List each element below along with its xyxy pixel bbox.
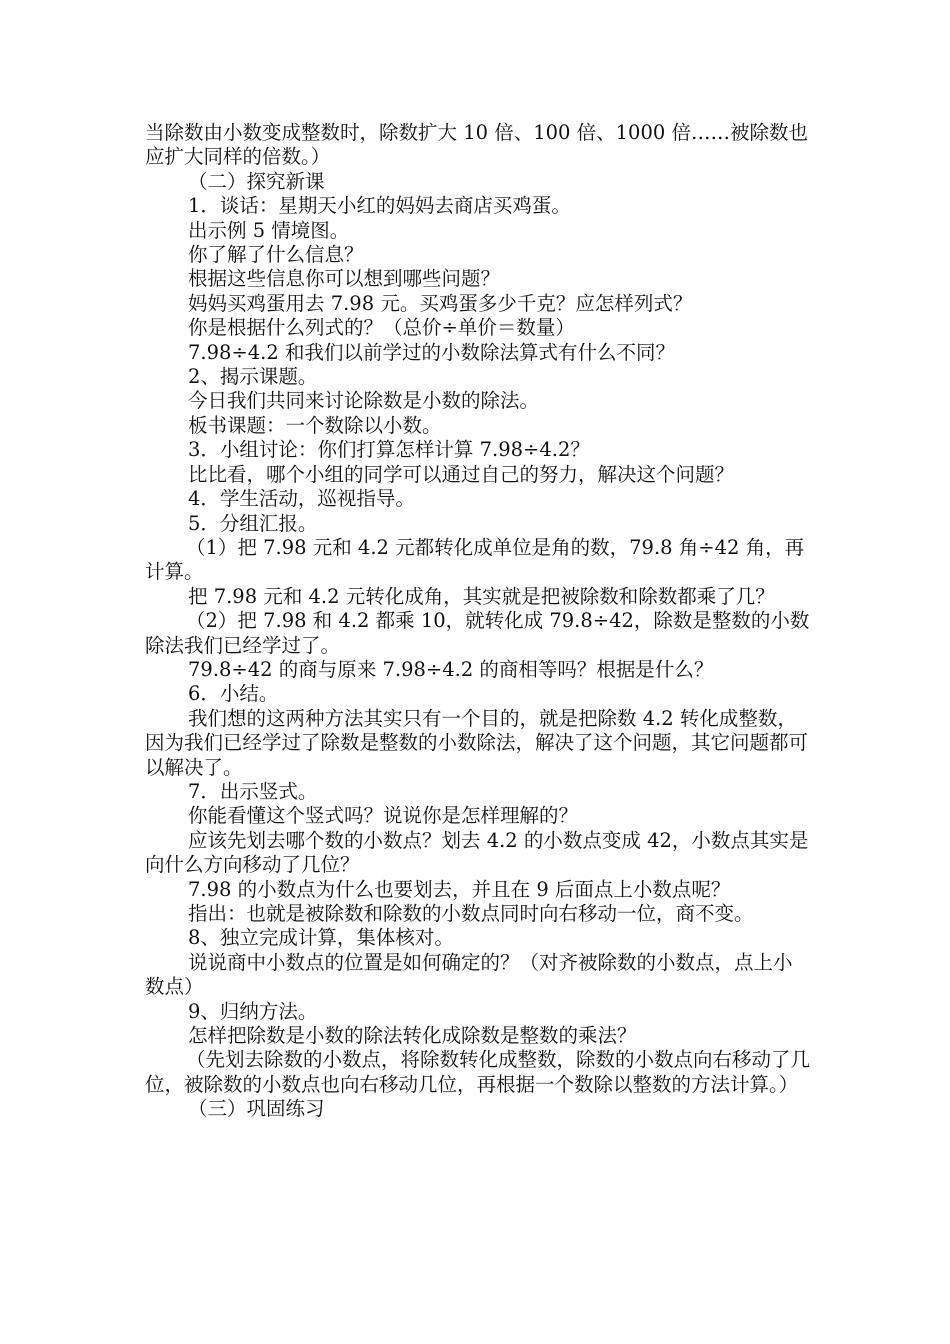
document-page <box>145 121 810 1122</box>
paragraph: 你了解了什么信息？ <box>188 243 364 267</box>
paragraph: 7．出示竖式。 <box>188 779 318 803</box>
paragraph: 根据这些信息你可以想到哪些问题？ <box>188 267 501 291</box>
paragraph: 你是根据什么列式的？（总价÷单价＝数量） <box>188 316 575 340</box>
paragraph: 指出：也就是被除数和除数的小数点同时向右移动一位，商不变。 <box>188 902 754 925</box>
paragraph: 4．学生活动，巡视指导。 <box>188 487 415 511</box>
paragraph: 妈妈买鸡蛋用去 7.98 元。买鸡蛋多少千克？应怎样列式？ <box>188 291 693 315</box>
paragraph: 1．谈话：星期天小红的妈妈去商店买鸡蛋。 <box>188 194 571 218</box>
paragraph: （1）把 7.98 元和 4.2 元都转化成单位是角的数，79.8 角÷42 角，再计算。 <box>145 535 805 584</box>
section-heading-explore: （二）探究新课 <box>188 169 325 193</box>
paragraph: 板书课题：一个数除以小数。 <box>188 413 442 437</box>
paragraph: 比比看，哪个小组的同学可以通过自己的努力，解决这个问题？ <box>188 462 735 486</box>
paragraph: 8、独立完成计算，集体核对。 <box>188 926 454 950</box>
paragraph: 把 7.98 元和 4.2 元转化成角，其实就是把被除数和除数都乘了几？ <box>188 584 775 608</box>
paragraph: 79.8÷42 的商与原来 7.98÷4.2 的商相等吗？根据是什么？ <box>188 657 714 681</box>
paragraph: 7.98 的小数点为什么也要划去，并且在 9 后面点上小数点呢？ <box>188 877 731 901</box>
paragraph: 3．小组讨论：你们打算怎样计算 7.98÷4.2？ <box>188 438 590 462</box>
paragraph-continuation: 当除数由小数变成整数时，除数扩大 10 倍、100 倍、1000 倍……被除数也应扩大同样的倍数。） <box>145 121 808 169</box>
paragraph: 5．分组汇报。 <box>188 511 318 535</box>
paragraph: 7.98÷4.2 和我们以前学过的小数除法算式有什么不同？ <box>188 340 675 364</box>
paragraph: 我们想的这两种方法其实只有一个目的，就是把除数 4.2 转化成整数，因为我们已经学过了除数是整数的小数除法，解决了这个问题，其它问题都可以解决了。 <box>145 706 809 779</box>
paragraph: （先划去除数的小数点，将除数转化成整数，除数的小数点向右移动了几位，被除数的小数点也向右移动几位，再根据一个数除以整数的方法计算。） <box>145 1048 811 1096</box>
paragraph: 出示例 5 情境图。 <box>188 218 350 242</box>
paragraph: （2）把 7.98 和 4.2 都乘 10，就转化成 79.8÷42，除数是整数的小数除法我们已经学过了。 <box>145 609 810 657</box>
paragraph: 说说商中小数点的位置是如何确定的？（对齐被除数的小数点，点上小数点） <box>145 950 793 999</box>
paragraph: 应该先划去哪个数的小数点？划去 4.2 的小数点变成 42，小数点其实是向什么方向移动了几位？ <box>145 828 809 877</box>
paragraph: 2、揭示课题。 <box>188 365 318 389</box>
paragraph: 6．小结。 <box>188 682 279 706</box>
paragraph: 怎样把除数是小数的除法转化成除数是整数的乘法？ <box>188 1024 637 1048</box>
paragraph: 你能看懂这个竖式吗？说说你是怎样理解的？ <box>188 804 579 828</box>
paragraph: 今日我们共同来讨论除数是小数的除法。 <box>188 389 540 413</box>
paragraph: 9、归纳方法。 <box>188 999 318 1023</box>
section-heading-practice: （三）巩固练习 <box>188 1097 325 1121</box>
